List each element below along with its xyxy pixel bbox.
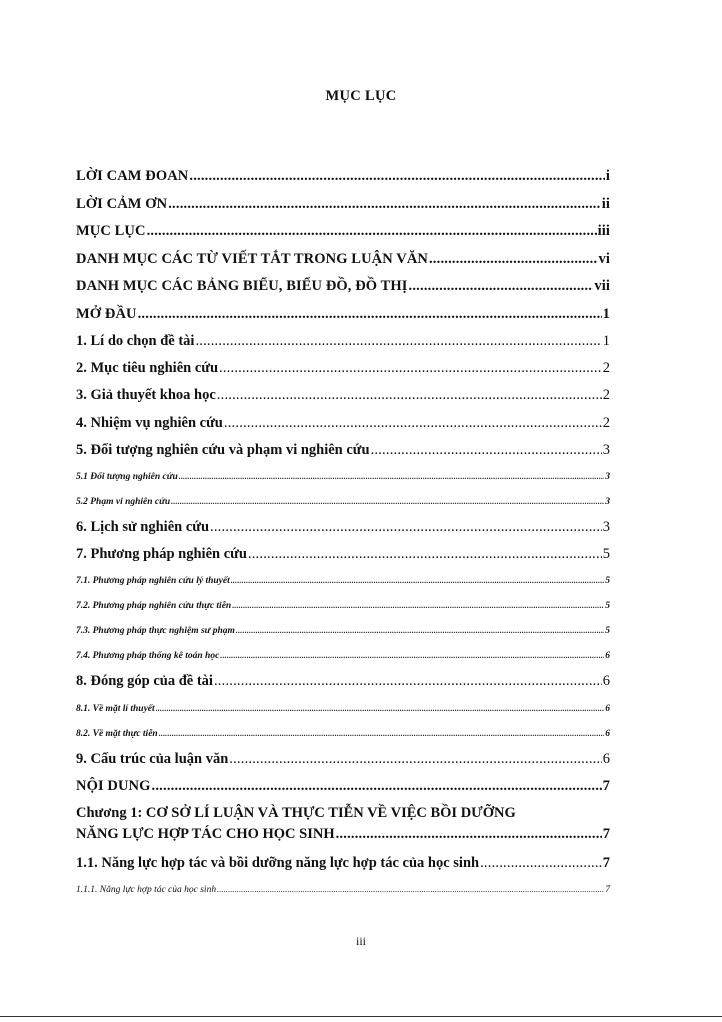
dot-leader <box>210 514 602 541</box>
dot-leader <box>168 191 601 219</box>
toc-entry-title: 8.1. Về mặt lí thuyết <box>76 703 155 714</box>
toc-entry <box>76 246 610 274</box>
toc-entry-title: 1.1.1. Năng lực hợp tác của học sinh <box>76 885 217 896</box>
dot-leader <box>189 163 604 191</box>
toc-entry-page: 2 <box>602 360 610 377</box>
dot-leader <box>220 643 604 668</box>
toc-entry <box>76 163 610 191</box>
toc-entry-title: 6. Lịch sử nghiên cứu <box>76 518 210 535</box>
toc-entry <box>76 328 610 355</box>
toc-subentry <box>76 489 610 514</box>
toc-entry <box>76 301 610 329</box>
toc-entry <box>76 218 610 246</box>
dot-leader <box>138 301 602 329</box>
toc-entry-title: 7.1. Phương pháp nghiên cứu lý thuyết <box>76 576 230 587</box>
toc-entry <box>76 273 610 301</box>
dot-leader <box>179 464 605 489</box>
toc-entry-page: 5 <box>605 601 610 612</box>
toc-entry-title: NỘI DUNG <box>76 777 151 794</box>
toc-entry-title: 1.1. Năng lực hợp tác và bồi dưỡng năng lực hợp tác của học sinh <box>76 855 480 872</box>
toc-subentry <box>76 464 610 489</box>
dot-leader <box>248 541 602 568</box>
toc-entry-page: 7 <box>605 885 610 896</box>
toc-entry-page: 5 <box>602 546 610 563</box>
dot-leader <box>214 668 602 695</box>
dot-leader <box>217 877 604 902</box>
toc-entry <box>76 514 610 541</box>
toc-entry-title: DANH MỤC CÁC TỪ VIẾT TẮT TRONG LUẬN VĂN <box>76 250 428 267</box>
toc-entry-title: 5. Đối tượng nghiên cứu và phạm vi nghiên cứu <box>76 441 370 458</box>
toc-entry-page: ii <box>601 195 610 212</box>
toc-entry-title: LỜI CẢM ƠN <box>76 195 168 212</box>
toc-entry-title: 7.4. Phương pháp thống kê toán học <box>76 651 220 662</box>
toc-entry-page: 6 <box>605 728 610 739</box>
bottom-divider <box>0 1016 722 1017</box>
dot-leader <box>409 273 594 301</box>
toc-entry-title: 7. Phương pháp nghiên cứu <box>76 546 247 563</box>
toc-entry <box>76 410 610 437</box>
toc-entry-title: 8.2. Về mặt thực tiễn <box>76 728 158 739</box>
toc-entry-page: 3 <box>602 518 610 535</box>
toc-subentry <box>76 721 610 746</box>
toc-entry-page: 6 <box>605 651 610 662</box>
toc-entry-page: i <box>605 168 610 184</box>
toc-entry-page: 6 <box>602 750 610 767</box>
toc-entry <box>76 773 610 801</box>
dot-leader <box>231 568 605 593</box>
toc-entry <box>76 382 610 409</box>
toc-entry-page: 7 <box>602 777 610 794</box>
toc-entry-page: 1 <box>602 305 610 322</box>
dot-leader <box>224 410 602 437</box>
toc-entry-page: vii <box>594 278 610 294</box>
dot-leader <box>195 328 601 355</box>
dot-leader <box>159 721 605 746</box>
toc-entry-title: LỜI CAM ĐOAN <box>76 168 189 184</box>
dot-leader <box>480 850 602 877</box>
dot-leader <box>219 355 602 382</box>
toc-subentry <box>76 618 610 643</box>
toc-entry-title: 1. Lí do chọn đề tài <box>76 333 195 349</box>
toc-entry-page: 3 <box>602 441 610 458</box>
dot-leader <box>147 218 597 246</box>
dot-leader <box>156 696 605 721</box>
page-title: MỤC LỤC <box>325 88 397 104</box>
toc-entry-page: 3 <box>605 496 610 507</box>
toc-entry <box>76 850 610 877</box>
toc-entry-title: DANH MỤC CÁC BẢNG BIỂU, BIỂU ĐỒ, ĐỒ THỊ <box>76 278 408 294</box>
toc-entry-page: 2 <box>602 414 610 431</box>
toc-subentry <box>76 877 610 902</box>
dot-leader <box>171 489 604 514</box>
toc-entry-page: 5 <box>605 576 610 587</box>
toc-subentry <box>76 643 610 668</box>
toc-entry-title: 8. Đóng góp của đề tài <box>76 673 213 690</box>
toc-entry-title: 4. Nhiệm vụ nghiên cứu <box>76 414 223 431</box>
toc-entry-title: 7.3. Phương pháp thực nghiệm sư phạm <box>76 626 235 637</box>
toc-entry-title: 5.1 Đối tượng nghiên cứu <box>76 471 178 482</box>
toc-entry-page: 6 <box>605 703 610 714</box>
toc-chapter-title-line1: Chương 1: CƠ SỞ LÍ LUẬN VÀ THỰC TIỄN VỀ VIỆC BỒI DƯỠNG <box>76 805 516 822</box>
toc-chapter-entry <box>76 800 610 850</box>
toc-entry-title: 9. Cấu trúc của luận văn <box>76 750 229 767</box>
toc-entry-page: 7 <box>602 855 610 872</box>
dot-leader <box>336 824 602 845</box>
toc-entry-page: 1 <box>602 333 610 349</box>
toc-entry <box>76 437 610 464</box>
toc-entry-page: iii <box>597 223 610 239</box>
dot-leader <box>229 746 601 773</box>
toc-subentry <box>76 568 610 593</box>
toc-entry-title: 3. Giả thuyết khoa học <box>76 387 216 404</box>
dot-leader <box>232 593 604 618</box>
toc-entry-page: 3 <box>605 471 610 482</box>
toc-entry <box>76 541 610 568</box>
toc-entry-title: 7.2. Phương pháp nghiên cứu thực tiễn <box>76 601 232 612</box>
toc-entry-title: MỞ ĐẦU <box>76 305 137 322</box>
toc-subentry <box>76 593 610 618</box>
toc-entry-title: 5.2 Phạm vi nghiên cứu <box>76 496 171 507</box>
toc-entry-title: 2. Mục tiêu nghiên cứu <box>76 360 219 377</box>
table-of-contents <box>76 163 610 902</box>
toc-entry-title: MỤC LỤC <box>76 223 146 239</box>
toc-entry-page: 7 <box>602 826 610 843</box>
page-number: iii <box>355 934 366 948</box>
dot-leader <box>217 382 602 409</box>
toc-subentry <box>76 696 610 721</box>
toc-chapter-title-line2: NĂNG LỰC HỢP TÁC CHO HỌC SINH <box>76 826 335 843</box>
dot-leader <box>429 246 598 274</box>
toc-entry-page: vi <box>598 250 610 267</box>
dot-leader <box>152 773 602 801</box>
toc-entry-page: 6 <box>602 673 610 690</box>
toc-entry <box>76 355 610 382</box>
toc-entry-page: 5 <box>605 626 610 637</box>
dot-leader <box>371 437 602 464</box>
dot-leader <box>236 618 604 643</box>
toc-entry <box>76 668 610 695</box>
toc-entry <box>76 746 610 773</box>
toc-entry <box>76 191 610 219</box>
toc-entry-page: 2 <box>602 387 610 404</box>
